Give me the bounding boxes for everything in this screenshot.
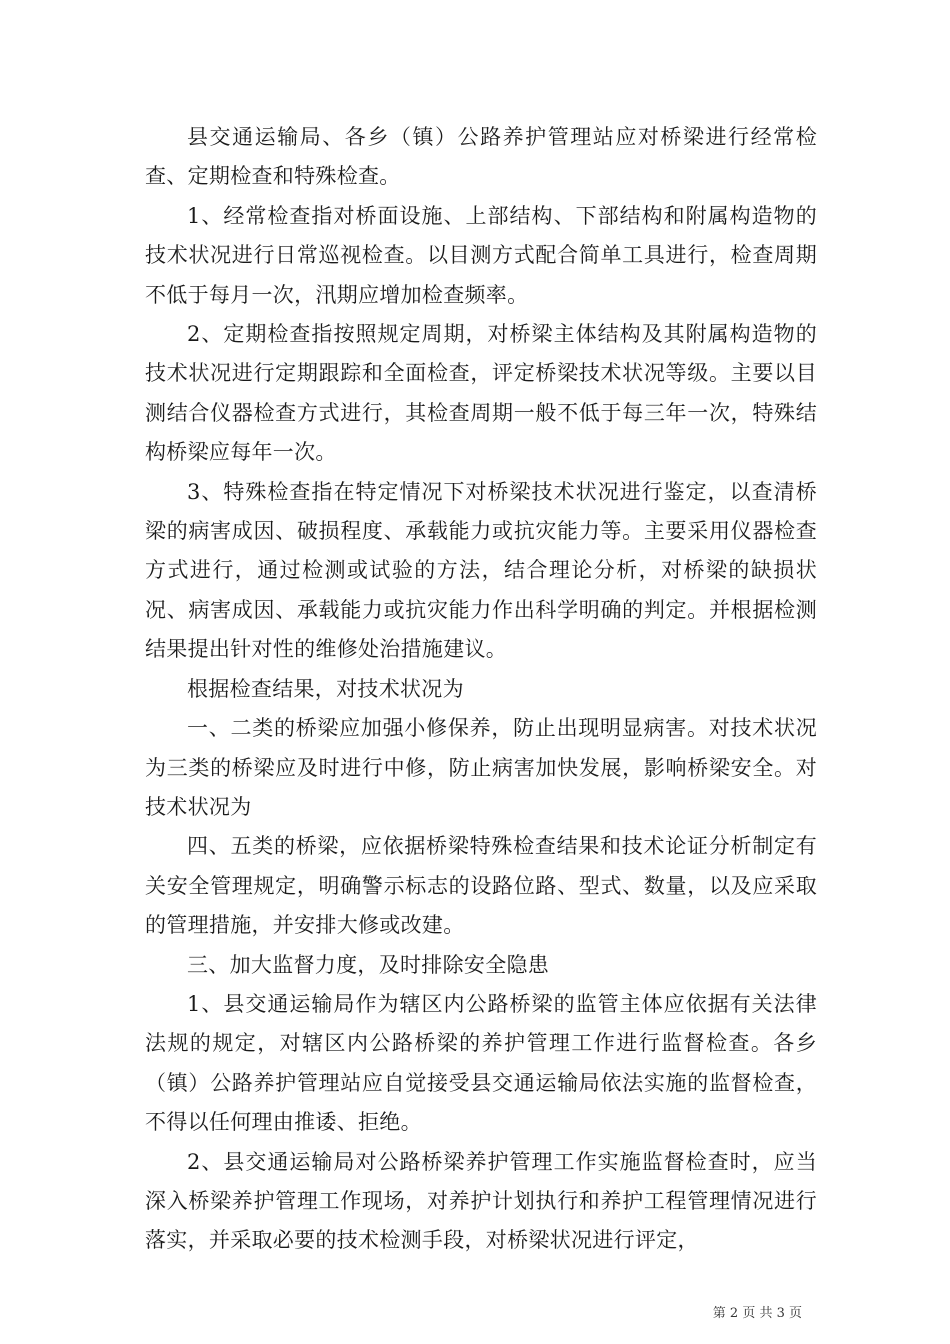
paragraph-periodic-inspection: 2、定期检查指按照规定周期，对桥梁主体结构及其附属构造物的技术状况进行定期跟踪和全面检查，评定桥梁技术状况等级。主要以目测结合仪器检查方式进行，其检查周期一般不低于每三年一次，特殊结构桥梁应每年一次。 xyxy=(145,322,817,465)
paragraph-supervision-2: 2、县交通运输局对公路桥梁养护管理工作实施监督检查时，应当深入桥梁养护管理工作现场，对养护计划执行和养护工程管理情况进行落实，并采取必要的技术检测手段，对桥梁状况进行评定， xyxy=(145,1149,817,1253)
section-heading-supervision: 三、加大监督力度，及时排除安全隐患 xyxy=(187,952,550,977)
paragraph-routine-inspection: 1、经常检查指对桥面设施、上部结构、下部结构和附属构造物的技术状况进行日常巡视检查。以目测方式配合简单工具进行，检查周期不低于每月一次，汛期应增加检查频率。 xyxy=(145,203,817,307)
page-number-footer: 第 2 页 共 3 页 xyxy=(712,1306,802,1321)
paragraph-class-1-2: 一、二类的桥梁应加强小修保养，防止出现明显病害。对技术状况为三类的桥梁应及时进行中修，防止病害加快发展，影响桥梁安全。对技术状况为 xyxy=(145,716,817,819)
paragraph-special-inspection: 3、特殊检查指在特定情况下对桥梁技术状况进行鉴定，以查清桥梁的病害成因、破损程度、承载能力或抗灾能力等。主要采用仪器检查方式进行，通过检测或试验的方法，结合理论分析，对桥梁的缺损状况、病害成因、承载能力或抗灾能力作出科学明确的判定。并根据检测结果提出针对性的维修处治措施建议。 xyxy=(145,479,817,662)
paragraph-inspection-intro: 县交通运输局、各乡（镇）公路养护管理站应对桥梁进行经常检查、定期检查和特殊检查。 xyxy=(145,125,817,189)
paragraph-results-lead: 根据检查结果，对技术状况为 xyxy=(187,676,464,701)
paragraph-supervision-1: 1、县交通运输局作为辖区内公路桥梁的监管主体应依据有关法律法规的规定，对辖区内公路桥梁的养护管理工作进行监督检查。各乡（镇）公路养护管理站应自觉接受县交通运输局依法实施的监督检查，不得以任何理由推诿、拒绝。 xyxy=(145,991,817,1135)
paragraph-class-4-5: 四、五类的桥梁，应依据桥梁特殊检查结果和技术论证分析制定有关安全管理规定，明确警示标志的设路位路、型式、数量，以及应采取的管理措施，并安排大修或改建。 xyxy=(145,834,817,938)
document-body xyxy=(145,118,817,1261)
